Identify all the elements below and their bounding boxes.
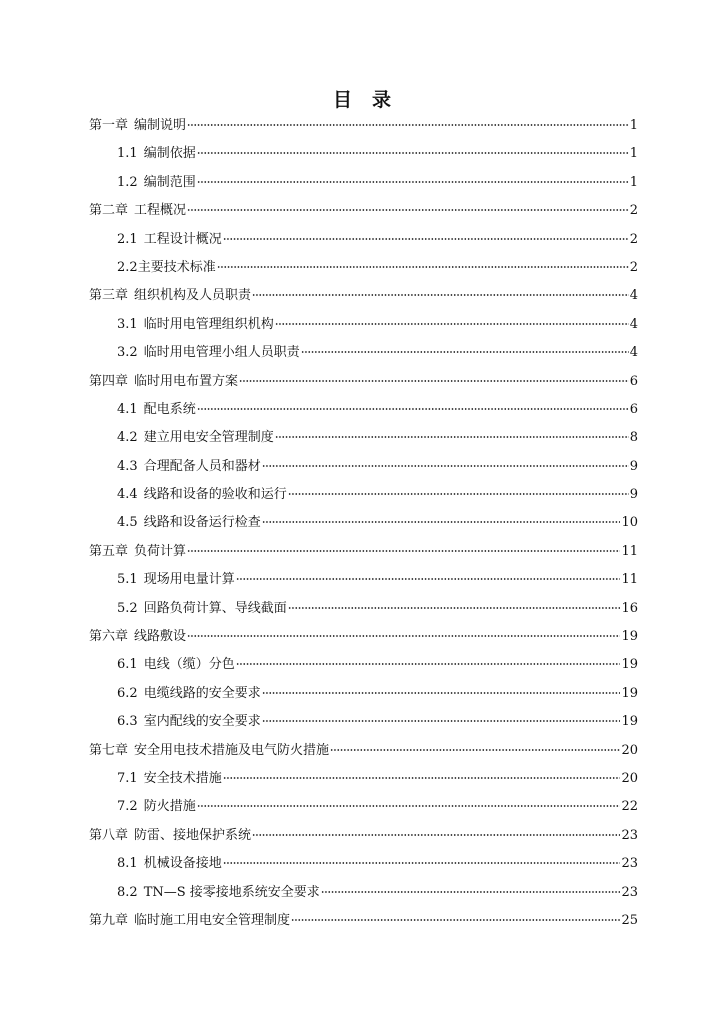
dot-leader: [262, 521, 621, 523]
toc-entry-text: 线路和设备的验收和运行: [143, 487, 287, 503]
dot-leader: [275, 323, 629, 325]
toc-entry-number: 6.1: [117, 657, 138, 673]
toc-entry-number: 第六章: [89, 629, 129, 645]
toc-entry-section-1-1[interactable]: [89, 140, 638, 168]
toc-entry-text: 防火措施: [143, 799, 196, 815]
dot-leader: [197, 181, 629, 183]
toc-entry-text: 线路敷设: [134, 629, 187, 645]
toc-entry-section-3-1[interactable]: [89, 311, 638, 339]
toc-entry-page: 11: [621, 543, 638, 559]
dot-leader: [291, 919, 620, 921]
toc-entry-page: 2: [629, 231, 638, 247]
dot-leader: [262, 465, 629, 467]
toc-entry-text: TN—S 接零接地系统安全要求: [143, 884, 320, 900]
toc-entry-chapter-6[interactable]: [89, 623, 638, 651]
toc-entry-section-8-1[interactable]: [89, 850, 638, 878]
toc-entry-page: 20: [621, 770, 638, 786]
toc-entry-text: 编制依据: [143, 146, 196, 162]
toc-entry-number: 3.1: [117, 316, 138, 332]
toc-entry-text: 编制范围: [143, 174, 196, 190]
dot-leader: [236, 578, 621, 580]
toc-entry-chapter-8[interactable]: [89, 822, 638, 850]
toc-entry-text: 组织机构及人员职责: [134, 288, 252, 304]
dot-leader: [223, 777, 621, 779]
dot-leader: [252, 834, 620, 836]
toc-entry-page: 20: [621, 742, 638, 758]
toc-entry-section-4-5[interactable]: [89, 509, 638, 537]
toc-entry-number: 2.2: [117, 259, 138, 275]
toc-entry-number: 第七章: [89, 742, 129, 758]
toc-entry-number: 4.1: [117, 401, 138, 417]
toc-entry-text: 编制说明: [134, 118, 187, 133]
toc-entry-text: 主要技术标准: [137, 259, 216, 275]
toc-entry-page: 19: [621, 657, 638, 673]
toc-entry-page: 1: [629, 118, 638, 133]
toc-entry-page: 23: [621, 827, 638, 843]
dot-leader: [223, 238, 629, 240]
toc-entry-page: 1: [629, 146, 638, 162]
toc-entry-page: 9: [629, 458, 638, 474]
toc-entry-chapter-5[interactable]: [89, 538, 638, 566]
toc-title: 目录: [332, 89, 411, 111]
toc-entry-number: 4.5: [117, 515, 138, 531]
toc-entry-chapter-4[interactable]: [89, 368, 638, 396]
toc-entry-text: 电缆线路的安全要求: [143, 685, 261, 701]
dot-leader: [187, 550, 620, 552]
dot-leader: [187, 124, 629, 126]
dot-leader: [197, 408, 629, 410]
toc-entry-section-4-2[interactable]: [89, 424, 638, 452]
toc-entry-number: 第一章: [89, 118, 129, 133]
toc-entry-text: 工程概况: [134, 203, 187, 219]
toc-entry-section-2-2[interactable]: [89, 254, 638, 282]
toc-entry-number: 第二章: [89, 203, 129, 219]
toc-entry-page: 19: [621, 714, 638, 730]
toc-entry-section-4-4[interactable]: [89, 481, 638, 509]
dot-leader: [217, 266, 629, 268]
toc-entry-page: 9: [629, 487, 638, 503]
toc-entry-section-4-3[interactable]: [89, 453, 638, 481]
dot-leader: [239, 380, 629, 382]
toc-entry-text: 现场用电量计算: [143, 572, 235, 588]
toc-entry-number: 6.2: [117, 685, 138, 701]
toc-entry-text: 防雷、接地保护系统: [134, 827, 252, 843]
dot-leader: [223, 862, 621, 864]
toc-entry-page: 6: [629, 373, 638, 389]
toc-entry-number: 4.3: [117, 458, 138, 474]
toc-entry-section-3-2[interactable]: [89, 339, 638, 367]
dot-leader: [252, 294, 629, 296]
toc-entry-number: 4.2: [117, 430, 138, 446]
toc-entry-page: 19: [621, 685, 638, 701]
toc-entry-text: 临时用电管理小组人员职责: [143, 345, 300, 361]
toc-entry-page: 11: [621, 572, 638, 588]
toc-entry-text: 室内配线的安全要求: [143, 714, 261, 730]
toc-entry-number: 第四章: [89, 373, 129, 389]
toc-entry-section-2-1[interactable]: [89, 226, 638, 254]
toc-entry-number: 7.2: [117, 799, 138, 815]
toc-entry-number: 第九章: [89, 912, 129, 928]
table-of-contents: [89, 112, 638, 935]
toc-entry-section-5-2[interactable]: [89, 595, 638, 623]
dot-leader: [236, 663, 621, 665]
toc-entry-page: 4: [629, 316, 638, 332]
toc-entry-number: 2.1: [117, 231, 138, 247]
toc-entry-number: 8.1: [117, 856, 138, 872]
toc-entry-page: 1: [629, 174, 638, 190]
toc-entry-text: 电线（缆）分色: [143, 657, 235, 673]
dot-leader: [187, 635, 620, 637]
toc-entry-number: 第三章: [89, 288, 129, 304]
toc-entry-number: 第八章: [89, 827, 129, 843]
toc-entry-chapter-7[interactable]: [89, 737, 638, 765]
toc-entry-text: 建立用电安全管理制度: [143, 430, 274, 446]
toc-entry-page: 6: [629, 401, 638, 417]
dot-leader: [197, 152, 629, 154]
toc-entry-text: 临时施工用电安全管理制度: [134, 912, 291, 928]
toc-entry-page: 10: [621, 515, 638, 531]
toc-entry-chapter-2[interactable]: [89, 197, 638, 225]
toc-entry-section-5-1[interactable]: [89, 566, 638, 594]
toc-entry-number: 1.2: [117, 174, 138, 190]
toc-entry-text: 回路负荷计算、导线截面: [143, 600, 287, 616]
dot-leader: [197, 805, 621, 807]
toc-entry-number: 第五章: [89, 543, 129, 559]
toc-entry-section-7-2[interactable]: [89, 793, 638, 821]
toc-entry-page: 4: [629, 288, 638, 304]
toc-entry-chapter-1[interactable]: [89, 112, 638, 140]
toc-entry-page: 19: [621, 629, 638, 645]
toc-entry-section-4-1[interactable]: [89, 396, 638, 424]
toc-entry-number: 8.2: [117, 884, 138, 900]
toc-entry-text: 临时用电管理组织机构: [143, 316, 274, 332]
dot-leader: [275, 436, 629, 438]
toc-entry-text: 配电系统: [143, 401, 196, 417]
toc-entry-section-1-2[interactable]: [89, 169, 638, 197]
toc-entry-number: 1.1: [117, 146, 138, 162]
toc-entry-page: 2: [629, 259, 638, 275]
toc-entry-chapter-3[interactable]: [89, 282, 638, 310]
dot-leader: [262, 720, 621, 722]
toc-entry-number: 5.1: [117, 572, 138, 588]
dot-leader: [301, 351, 629, 353]
toc-entry-page: 23: [621, 856, 638, 872]
toc-entry-page: 23: [621, 884, 638, 900]
toc-entry-page: 22: [621, 799, 638, 815]
toc-entry-page: 16: [621, 600, 638, 616]
toc-entry-page: 25: [621, 912, 638, 928]
toc-entry-section-7-1[interactable]: [89, 765, 638, 793]
toc-entry-text: 临时用电布置方案: [134, 373, 239, 389]
toc-entry-text: 工程设计概况: [143, 231, 222, 247]
toc-entry-section-8-2[interactable]: [89, 879, 638, 907]
toc-entry-chapter-9[interactable]: [89, 907, 638, 935]
toc-entry-page: 4: [629, 345, 638, 361]
toc-entry-number: 5.2: [117, 600, 138, 616]
toc-entry-text: 机械设备接地: [143, 856, 222, 872]
dot-leader: [288, 493, 629, 495]
dot-leader: [330, 749, 620, 751]
dot-leader: [187, 209, 629, 211]
toc-entry-number: 6.3: [117, 714, 138, 730]
toc-entry-section-6-2[interactable]: [89, 680, 638, 708]
dot-leader: [288, 607, 621, 609]
toc-entry-section-6-1[interactable]: [89, 651, 638, 679]
toc-entry-section-6-3[interactable]: [89, 708, 638, 736]
toc-entry-text: 安全用电技术措施及电气防火措施: [134, 742, 330, 758]
dot-leader: [321, 891, 621, 893]
toc-entry-page: 8: [629, 430, 638, 446]
toc-entry-text: 合理配备人员和器材: [143, 458, 261, 474]
toc-entry-number: 7.1: [117, 770, 138, 786]
toc-entry-text: 线路和设备运行检查: [143, 515, 261, 531]
toc-entry-page: 2: [629, 203, 638, 219]
toc-entry-number: 3.2: [117, 345, 138, 361]
dot-leader: [262, 692, 621, 694]
toc-entry-text: 负荷计算: [134, 543, 187, 559]
toc-entry-number: 4.4: [117, 487, 138, 503]
toc-entry-text: 安全技术措施: [143, 770, 222, 786]
